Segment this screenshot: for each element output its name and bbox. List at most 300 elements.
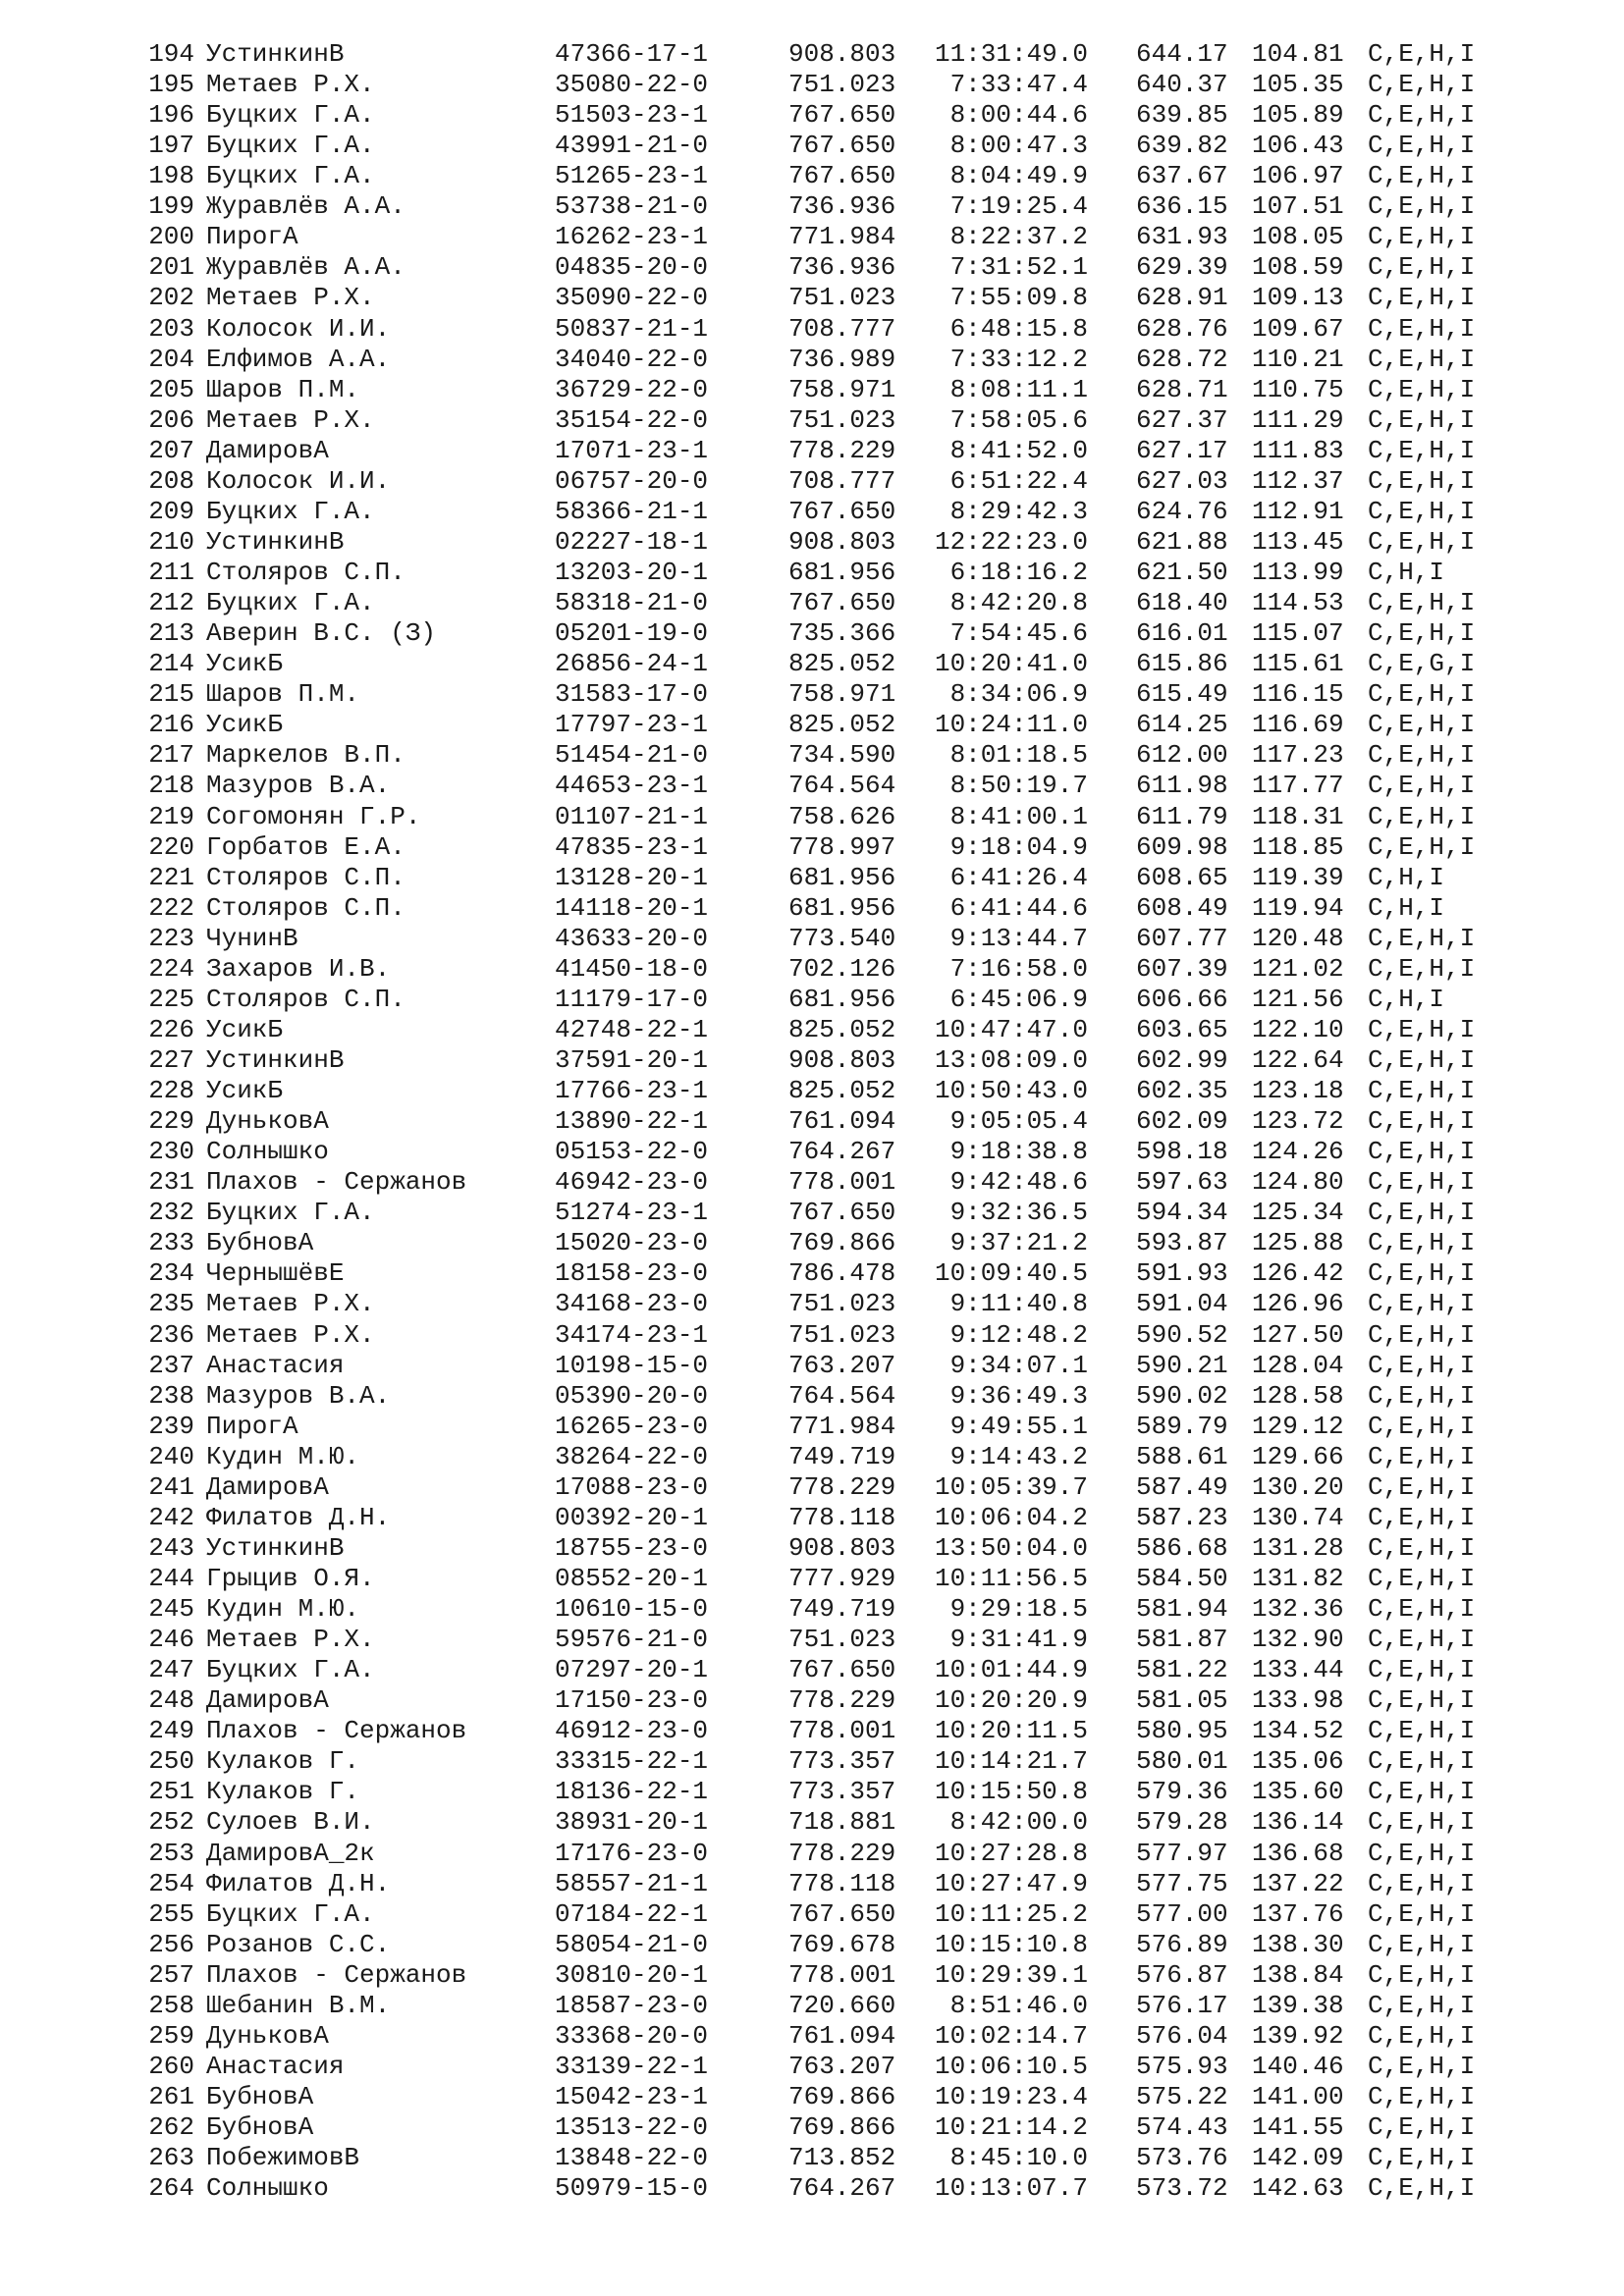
participant-name: Сулоев В.И. [206, 1807, 375, 1838]
row-number: 254 [148, 1868, 194, 1898]
distance: 761.094 [788, 1106, 896, 1137]
participant-name: ПирогА [206, 1411, 298, 1441]
participant-name: Метаев Р.Х. [206, 283, 375, 313]
distance: 713.852 [788, 2143, 896, 2173]
points: 108.59 [1252, 252, 1344, 283]
row-number: 207 [148, 435, 194, 465]
record-id: 05201-19-0 [555, 618, 709, 649]
row-number: 263 [148, 2143, 194, 2173]
record-id: 35154-22-0 [555, 404, 709, 435]
table-row [0, 557, 1624, 588]
elapsed-time: 8:42:00.0 [949, 1807, 1088, 1838]
speed: 639.82 [1136, 131, 1228, 161]
distance: 767.650 [788, 161, 896, 191]
participant-name: Кулаков Г. [206, 1746, 360, 1777]
elapsed-time: 9:13:44.7 [949, 923, 1088, 953]
table-row [0, 1014, 1624, 1045]
record-id: 36729-22-0 [555, 374, 709, 404]
speed: 624.76 [1136, 496, 1228, 526]
points: 125.34 [1252, 1198, 1344, 1228]
row-number: 247 [148, 1655, 194, 1685]
row-number: 210 [148, 526, 194, 557]
points: 135.60 [1252, 1777, 1344, 1807]
points: 129.12 [1252, 1411, 1344, 1441]
row-number: 214 [148, 649, 194, 679]
distance: 778.118 [788, 1502, 896, 1532]
record-id: 35090-22-0 [555, 283, 709, 313]
table-row [0, 1197, 1624, 1228]
speed: 586.68 [1136, 1532, 1228, 1563]
speed: 627.37 [1136, 404, 1228, 435]
points: 107.51 [1252, 191, 1344, 222]
participant-name: Столяров С.П. [206, 862, 406, 892]
flags: C,H,I [1368, 558, 1445, 588]
table-row [0, 526, 1624, 558]
speed: 579.28 [1136, 1807, 1228, 1838]
distance: 751.023 [788, 1289, 896, 1319]
speed: 574.43 [1136, 2112, 1228, 2143]
flags: C,E,H,I [1368, 1350, 1476, 1380]
flags: C,E,H,I [1368, 70, 1476, 100]
points: 131.28 [1252, 1532, 1344, 1563]
elapsed-time: 10:11:56.5 [934, 1564, 1088, 1593]
elapsed-time: 9:18:38.8 [949, 1137, 1088, 1167]
record-id: 06757-20-0 [555, 465, 709, 496]
points: 120.48 [1252, 923, 1344, 953]
participant-name: УсикБ [206, 1014, 284, 1044]
row-number: 194 [148, 39, 194, 69]
row-number: 242 [148, 1502, 194, 1532]
points: 112.37 [1252, 465, 1344, 496]
row-number: 240 [148, 1441, 194, 1471]
flags: C,E,H,I [1368, 252, 1476, 283]
record-id: 50979-15-0 [555, 2173, 709, 2204]
elapsed-time: 8:08:11.1 [949, 374, 1088, 404]
speed: 581.05 [1136, 1685, 1228, 1716]
row-number: 241 [148, 1471, 194, 1502]
participant-name: Столяров С.П. [206, 558, 406, 588]
distance: 734.590 [788, 740, 896, 771]
distance: 708.777 [788, 313, 896, 344]
distance: 778.229 [788, 1685, 896, 1716]
record-id: 18755-23-0 [555, 1532, 709, 1563]
speed: 607.77 [1136, 923, 1228, 953]
elapsed-time: 10:11:25.2 [934, 1898, 1088, 1929]
elapsed-time: 10:15:50.8 [934, 1777, 1088, 1807]
record-id: 31583-17-0 [555, 679, 709, 710]
distance: 769.866 [788, 2112, 896, 2143]
distance: 736.936 [788, 191, 896, 222]
elapsed-time: 8:45:10.0 [949, 2143, 1088, 2173]
distance: 786.478 [788, 1258, 896, 1289]
participant-name: Анастасия [206, 2051, 345, 2081]
record-id: 02227-18-1 [555, 526, 709, 557]
elapsed-time: 7:16:58.0 [949, 953, 1088, 984]
speed: 581.87 [1136, 1625, 1228, 1655]
row-number: 259 [148, 2020, 194, 2051]
elapsed-time: 8:50:19.7 [949, 771, 1088, 801]
distance: 778.229 [788, 1471, 896, 1502]
table-row [0, 1990, 1624, 2021]
participant-name: Столяров С.П. [206, 892, 406, 923]
elapsed-time: 10:05:39.7 [934, 1471, 1088, 1502]
participant-name: ДуньковА [206, 2020, 329, 2051]
flags: C,H,I [1368, 984, 1445, 1014]
record-id: 42748-22-1 [555, 1014, 709, 1044]
flags: C,E,H,I [1368, 801, 1476, 831]
table-row [0, 1288, 1624, 1319]
flags: C,H,I [1368, 892, 1445, 923]
flags: C,E,H,I [1368, 1471, 1476, 1502]
flags: C,E,H,I [1368, 222, 1476, 252]
record-id: 58557-21-1 [555, 1868, 709, 1898]
flags: C,E,H,I [1368, 100, 1476, 131]
table-row [0, 1350, 1624, 1381]
table-row [0, 1898, 1624, 1930]
participant-name: ДамировА_2к [206, 1838, 375, 1868]
record-id: 18136-22-1 [555, 1777, 709, 1807]
elapsed-time: 8:29:42.3 [949, 496, 1088, 526]
record-id: 44653-23-1 [555, 771, 709, 801]
flags: C,E,H,I [1368, 1777, 1476, 1807]
row-number: 248 [148, 1685, 194, 1716]
record-id: 11179-17-0 [555, 984, 709, 1014]
distance: 767.650 [788, 1898, 896, 1929]
flags: C,E,H,I [1368, 1411, 1476, 1441]
elapsed-time: 9:42:48.6 [949, 1167, 1088, 1198]
participant-name: УсикБ [206, 649, 284, 679]
flags: C,E,H,I [1368, 831, 1476, 862]
distance: 764.564 [788, 1380, 896, 1411]
distance: 767.650 [788, 1198, 896, 1228]
distance: 767.650 [788, 1655, 896, 1685]
row-number: 195 [148, 70, 194, 100]
row-number: 255 [148, 1898, 194, 1929]
points: 119.94 [1252, 892, 1344, 923]
participant-name: Солнышко [206, 1137, 329, 1167]
table-row [0, 1441, 1624, 1472]
points: 117.77 [1252, 771, 1344, 801]
points: 121.56 [1252, 984, 1344, 1014]
table-row [0, 1044, 1624, 1076]
points: 137.22 [1252, 1868, 1344, 1898]
row-number: 229 [148, 1106, 194, 1137]
participant-name: Шебанин В.М. [206, 1990, 391, 2020]
speed: 594.34 [1136, 1198, 1228, 1228]
row-number: 258 [148, 1990, 194, 2020]
elapsed-time: 7:31:52.1 [949, 252, 1088, 283]
record-id: 51274-23-1 [555, 1198, 709, 1228]
speed: 587.49 [1136, 1471, 1228, 1502]
distance: 764.267 [788, 1137, 896, 1167]
elapsed-time: 10:06:04.2 [934, 1502, 1088, 1532]
speed: 627.17 [1136, 435, 1228, 465]
points: 123.72 [1252, 1106, 1344, 1137]
participant-name: Елфимов А.А. [206, 344, 391, 374]
speed: 602.35 [1136, 1076, 1228, 1106]
points: 111.29 [1252, 404, 1344, 435]
table-row [0, 984, 1624, 1015]
record-id: 13848-22-0 [555, 2143, 709, 2173]
flags: C,E,H,I [1368, 1106, 1476, 1137]
speed: 573.72 [1136, 2173, 1228, 2204]
flags: C,E,H,I [1368, 526, 1476, 557]
elapsed-time: 13:08:09.0 [934, 1044, 1088, 1075]
table-row [0, 1075, 1624, 1106]
flags: C,E,H,I [1368, 588, 1476, 618]
elapsed-time: 8:22:37.2 [949, 222, 1088, 252]
speed: 576.04 [1136, 2020, 1228, 2051]
distance: 751.023 [788, 70, 896, 100]
speed: 611.79 [1136, 801, 1228, 831]
record-id: 14118-20-1 [555, 892, 709, 923]
points: 104.81 [1252, 39, 1344, 69]
record-id: 47835-23-1 [555, 831, 709, 862]
points: 114.53 [1252, 588, 1344, 618]
elapsed-time: 7:54:45.6 [949, 618, 1088, 649]
distance: 736.936 [788, 252, 896, 283]
row-number: 233 [148, 1228, 194, 1258]
elapsed-time: 6:18:16.2 [949, 558, 1088, 588]
speed: 609.98 [1136, 831, 1228, 862]
distance: 771.984 [788, 222, 896, 252]
table-row [0, 344, 1624, 375]
table-row [0, 1868, 1624, 1899]
elapsed-time: 10:13:07.7 [934, 2173, 1088, 2204]
elapsed-time: 11:31:49.0 [934, 39, 1088, 69]
elapsed-time: 9:34:07.1 [949, 1350, 1088, 1380]
record-id: 16262-23-1 [555, 222, 709, 252]
row-number: 231 [148, 1167, 194, 1198]
points: 118.31 [1252, 801, 1344, 831]
table-row [0, 587, 1624, 618]
table-row [0, 2081, 1624, 2112]
participant-name: Журавлёв А.А. [206, 191, 406, 222]
speed: 644.17 [1136, 39, 1228, 69]
distance: 908.803 [788, 1044, 896, 1075]
elapsed-time: 13:50:04.0 [934, 1532, 1088, 1563]
participant-name: УстинкинВ [206, 526, 345, 557]
flags: C,E,H,I [1368, 404, 1476, 435]
elapsed-time: 9:14:43.2 [949, 1441, 1088, 1471]
elapsed-time: 6:48:15.8 [949, 313, 1088, 344]
record-id: 46942-23-0 [555, 1167, 709, 1198]
points: 109.13 [1252, 283, 1344, 313]
flags: C,E,H,I [1368, 2173, 1476, 2204]
row-number: 260 [148, 2051, 194, 2081]
record-id: 51265-23-1 [555, 161, 709, 191]
distance: 758.971 [788, 679, 896, 710]
row-number: 246 [148, 1625, 194, 1655]
row-number: 224 [148, 953, 194, 984]
table-row [0, 1624, 1624, 1655]
table-row [0, 648, 1624, 679]
record-id: 43991-21-0 [555, 131, 709, 161]
table-row [0, 1959, 1624, 1991]
flags: C,E,H,I [1368, 618, 1476, 649]
row-number: 204 [148, 344, 194, 374]
distance: 702.126 [788, 953, 896, 984]
distance: 767.650 [788, 496, 896, 526]
points: 140.46 [1252, 2051, 1344, 2081]
flags: C,E,H,I [1368, 344, 1476, 374]
participant-name: ДамировА [206, 1685, 329, 1716]
flags: C,E,H,I [1368, 1044, 1476, 1075]
row-number: 208 [148, 465, 194, 496]
record-id: 51454-21-0 [555, 740, 709, 771]
record-id: 37591-20-1 [555, 1044, 709, 1075]
participant-name: Плахов - Сержанов [206, 1167, 467, 1198]
points: 113.99 [1252, 558, 1344, 588]
speed: 628.91 [1136, 283, 1228, 313]
distance: 758.626 [788, 801, 896, 831]
row-number: 256 [148, 1929, 194, 1959]
flags: C,E,H,I [1368, 1655, 1476, 1685]
speed: 602.99 [1136, 1044, 1228, 1075]
elapsed-time: 6:41:44.6 [949, 892, 1088, 923]
speed: 576.17 [1136, 1990, 1228, 2020]
row-number: 228 [148, 1076, 194, 1106]
participant-name: Горбатов Е.А. [206, 831, 406, 862]
table-row [0, 1745, 1624, 1777]
flags: C,E,H,I [1368, 923, 1476, 953]
distance: 708.777 [788, 465, 896, 496]
speed: 606.66 [1136, 984, 1228, 1014]
flags: C,E,H,I [1368, 1198, 1476, 1228]
elapsed-time: 10:06:10.5 [934, 2051, 1088, 2081]
participant-name: Солнышко [206, 2173, 329, 2204]
speed: 581.94 [1136, 1594, 1228, 1625]
flags: C,E,H,I [1368, 2082, 1476, 2112]
speed: 615.49 [1136, 679, 1228, 710]
distance: 908.803 [788, 39, 896, 69]
distance: 749.719 [788, 1441, 896, 1471]
speed: 621.50 [1136, 558, 1228, 588]
row-number: 222 [148, 892, 194, 923]
participant-name: Маркелов В.П. [206, 740, 406, 771]
record-id: 41450-18-0 [555, 953, 709, 984]
flags: C,E,H,I [1368, 1990, 1476, 2020]
flags: C,E,H,I [1368, 1868, 1476, 1898]
table-row [0, 221, 1624, 252]
points: 105.35 [1252, 70, 1344, 100]
speed: 587.23 [1136, 1502, 1228, 1532]
speed: 629.39 [1136, 252, 1228, 283]
flags: C,E,H,I [1368, 2020, 1476, 2051]
participant-name: Филатов Д.Н. [206, 1502, 391, 1532]
participant-name: Буцких Г.А. [206, 1198, 375, 1228]
elapsed-time: 10:24:11.0 [934, 710, 1088, 740]
elapsed-time: 6:45:06.9 [949, 984, 1088, 1014]
participant-name: Согомонян Г.Р. [206, 801, 421, 831]
points: 132.90 [1252, 1625, 1344, 1655]
points: 126.96 [1252, 1289, 1344, 1319]
flags: C,E,H,I [1368, 283, 1476, 313]
row-number: 238 [148, 1380, 194, 1411]
record-id: 15042-23-1 [555, 2082, 709, 2112]
speed: 577.00 [1136, 1898, 1228, 1929]
table-row [0, 282, 1624, 313]
record-id: 13890-22-1 [555, 1106, 709, 1137]
table-row [0, 892, 1624, 924]
distance: 767.650 [788, 588, 896, 618]
points: 123.18 [1252, 1076, 1344, 1106]
distance: 718.881 [788, 1807, 896, 1838]
distance: 825.052 [788, 1076, 896, 1106]
row-number: 212 [148, 588, 194, 618]
elapsed-time: 9:05:05.4 [949, 1106, 1088, 1137]
elapsed-time: 6:51:22.4 [949, 465, 1088, 496]
distance: 761.094 [788, 2020, 896, 2051]
speed: 607.39 [1136, 953, 1228, 984]
row-number: 226 [148, 1014, 194, 1044]
speed: 627.03 [1136, 465, 1228, 496]
participant-name: УсикБ [206, 1076, 284, 1106]
flags: C,E,H,I [1368, 1289, 1476, 1319]
flags: C,E,H,I [1368, 771, 1476, 801]
distance: 736.989 [788, 344, 896, 374]
distance: 764.564 [788, 771, 896, 801]
distance: 825.052 [788, 710, 896, 740]
distance: 720.660 [788, 1990, 896, 2020]
speed: 602.09 [1136, 1106, 1228, 1137]
points: 125.88 [1252, 1228, 1344, 1258]
flags: C,E,H,I [1368, 435, 1476, 465]
table-row [0, 1929, 1624, 1960]
flags: C,E,H,I [1368, 2112, 1476, 2143]
record-id: 58366-21-1 [555, 496, 709, 526]
points: 117.23 [1252, 740, 1344, 771]
distance: 778.229 [788, 1838, 896, 1868]
record-id: 05390-20-0 [555, 1380, 709, 1411]
row-number: 243 [148, 1532, 194, 1563]
flags: C,E,H,I [1368, 1228, 1476, 1258]
flags: C,E,H,I [1368, 1898, 1476, 1929]
distance: 769.866 [788, 1228, 896, 1258]
record-id: 33315-22-1 [555, 1746, 709, 1777]
flags: C,E,H,I [1368, 465, 1476, 496]
points: 126.42 [1252, 1258, 1344, 1289]
participant-name: УстинкинВ [206, 39, 345, 69]
participant-name: Мазуров В.А. [206, 771, 391, 801]
table-row [0, 739, 1624, 771]
speed: 614.25 [1136, 710, 1228, 740]
distance: 681.956 [788, 892, 896, 923]
participant-name: Розанов С.С. [206, 1929, 391, 1959]
record-id: 33368-20-0 [555, 2020, 709, 2051]
speed: 573.76 [1136, 2143, 1228, 2173]
record-id: 13203-20-1 [555, 558, 709, 588]
participant-name: Аверин В.С. (З) [206, 618, 437, 649]
record-id: 00392-20-1 [555, 1502, 709, 1532]
row-number: 253 [148, 1838, 194, 1868]
flags: C,E,H,I [1368, 2051, 1476, 2081]
flags: C,E,H,I [1368, 1502, 1476, 1532]
elapsed-time: 10:47:47.0 [934, 1014, 1088, 1044]
table-row [0, 1532, 1624, 1564]
speed: 603.65 [1136, 1014, 1228, 1044]
record-id: 08552-20-1 [555, 1564, 709, 1593]
points: 130.74 [1252, 1502, 1344, 1532]
table-row [0, 862, 1624, 893]
speed: 639.85 [1136, 100, 1228, 131]
points: 132.36 [1252, 1594, 1344, 1625]
elapsed-time: 10:27:47.9 [934, 1868, 1088, 1898]
elapsed-time: 9:49:55.1 [949, 1411, 1088, 1441]
points: 139.92 [1252, 2020, 1344, 2051]
distance: 778.229 [788, 435, 896, 465]
speed: 628.72 [1136, 344, 1228, 374]
